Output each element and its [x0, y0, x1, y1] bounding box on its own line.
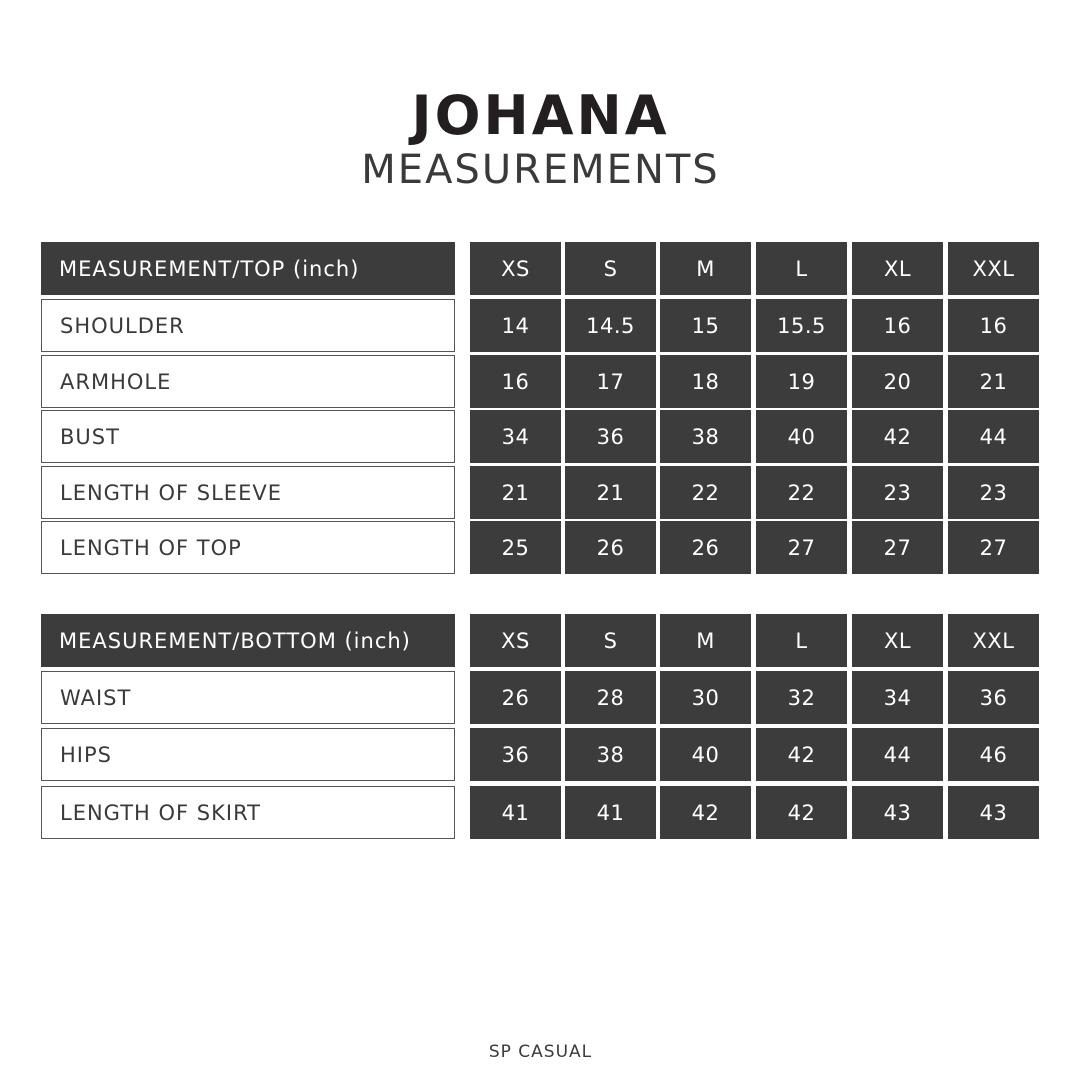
- size-header-l: L: [756, 614, 847, 667]
- value-cell: 26: [470, 671, 561, 724]
- value-cell: 42: [756, 728, 847, 781]
- table-row: [0, 299, 1081, 352]
- value-cell: 26: [660, 521, 751, 574]
- value-cell: 27: [948, 521, 1039, 574]
- value-cell: 23: [948, 466, 1039, 519]
- value-cell: 43: [852, 786, 943, 839]
- value-cell: 18: [660, 355, 751, 408]
- value-cell: 14.5: [565, 299, 656, 352]
- size-header-xl: XL: [852, 242, 943, 295]
- value-cell: 22: [660, 466, 751, 519]
- value-cell: 20: [852, 355, 943, 408]
- value-cell: 32: [756, 671, 847, 724]
- page-subtitle: MEASUREMENTS: [361, 147, 720, 193]
- row-label: BUST: [41, 410, 455, 463]
- page-title: JOHANA: [411, 84, 670, 147]
- row-label: ARMHOLE: [41, 355, 455, 408]
- size-header-xl: XL: [852, 614, 943, 667]
- value-cell: 40: [756, 410, 847, 463]
- table-row: [0, 728, 1081, 781]
- table-row: [0, 355, 1081, 408]
- value-cell: 40: [660, 728, 751, 781]
- value-cell: 46: [948, 728, 1039, 781]
- table-row: [0, 786, 1081, 839]
- size-header-m: M: [660, 242, 751, 295]
- header-label: MEASUREMENT/BOTTOM (inch): [41, 614, 455, 667]
- value-cell: 41: [470, 786, 561, 839]
- value-cell: 36: [565, 410, 656, 463]
- size-header-xs: XS: [470, 242, 561, 295]
- header-label: MEASUREMENT/TOP (inch): [41, 242, 455, 295]
- row-label: HIPS: [41, 728, 455, 781]
- value-cell: 30: [660, 671, 751, 724]
- value-cell: 14: [470, 299, 561, 352]
- value-cell: 16: [852, 299, 943, 352]
- value-cell: 16: [948, 299, 1039, 352]
- table-row: [0, 466, 1081, 519]
- value-cell: 19: [756, 355, 847, 408]
- size-header-m: M: [660, 614, 751, 667]
- value-cell: 16: [470, 355, 561, 408]
- value-cell: 21: [948, 355, 1039, 408]
- size-header-xxl: XXL: [948, 242, 1039, 295]
- table-row: [0, 410, 1081, 463]
- table-header-row: [0, 614, 1081, 667]
- value-cell: 27: [756, 521, 847, 574]
- value-cell: 41: [565, 786, 656, 839]
- size-header-xs: XS: [470, 614, 561, 667]
- value-cell: 38: [660, 410, 751, 463]
- value-cell: 17: [565, 355, 656, 408]
- value-cell: 34: [852, 671, 943, 724]
- value-cell: 43: [948, 786, 1039, 839]
- value-cell: 22: [756, 466, 847, 519]
- value-cell: 42: [756, 786, 847, 839]
- row-label: LENGTH OF SLEEVE: [41, 466, 455, 519]
- value-cell: 27: [852, 521, 943, 574]
- value-cell: 44: [852, 728, 943, 781]
- row-label: SHOULDER: [41, 299, 455, 352]
- value-cell: 21: [565, 466, 656, 519]
- value-cell: 15: [660, 299, 751, 352]
- value-cell: 36: [470, 728, 561, 781]
- table-row: [0, 671, 1081, 724]
- value-cell: 26: [565, 521, 656, 574]
- size-header-xxl: XXL: [948, 614, 1039, 667]
- row-label: LENGTH OF SKIRT: [41, 786, 455, 839]
- value-cell: 36: [948, 671, 1039, 724]
- value-cell: 28: [565, 671, 656, 724]
- value-cell: 34: [470, 410, 561, 463]
- row-label: LENGTH OF TOP: [41, 521, 455, 574]
- size-header-l: L: [756, 242, 847, 295]
- brand-footer: SP CASUAL: [488, 1042, 593, 1062]
- value-cell: 25: [470, 521, 561, 574]
- value-cell: 23: [852, 466, 943, 519]
- value-cell: 44: [948, 410, 1039, 463]
- size-header-s: S: [565, 614, 656, 667]
- size-header-s: S: [565, 242, 656, 295]
- table-row: [0, 521, 1081, 574]
- row-label: WAIST: [41, 671, 455, 724]
- value-cell: 38: [565, 728, 656, 781]
- value-cell: 42: [660, 786, 751, 839]
- value-cell: 15.5: [756, 299, 847, 352]
- value-cell: 21: [470, 466, 561, 519]
- value-cell: 42: [852, 410, 943, 463]
- table-header-row: [0, 242, 1081, 295]
